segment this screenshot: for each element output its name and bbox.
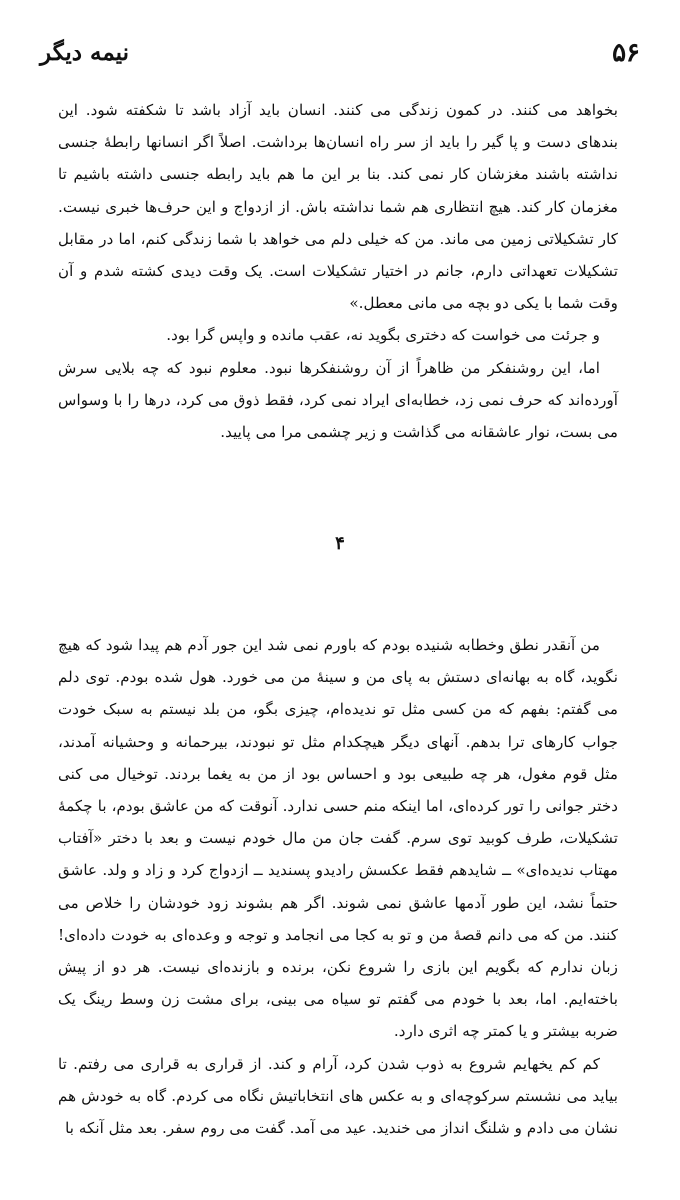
paragraph: و جرئت می خواست که دختری بگوید نه، عقب مانده و واپس گرا بود. xyxy=(166,326,600,345)
paragraph: بخواهد می کنند. در کمون زندگی می کنند. انسان باید آزاد باشد تا شکفته شود. این بندهای دست و پا گیر را باید از سر راه انسان‌ها برداشت. اصلاً اگر انسانها رابطهٔ جنسی نداشته باشند مغزشان کار نمی کند. بنا بر این ما هم باید رابطه جنسی داشته باشیم تا مغزمان کار کند. هیچ انتظاری هم شما نداشته باش. از ازدواج و این حرف‌ها خبری نیست. کار تشکیلاتی زمین می ماند. من که خیلی دلم می خواهد با شما زندگی کنم، اما در مقابل تشکیلات تعهداتی دارم، جانم در اختیار تشکیلات است. یک وقت دیدی کشته شدم و آن وقت شما با یکی دو بچه می مانی معطل.» xyxy=(58,101,618,313)
paragraph: اما، این روشنفکر من ظاهراً از آن روشنفکرها نبود. معلوم نبود که چه بلایی سرش آورده‌اند که حرف نمی زد، خطابه‌ای ایراد نمی کرد، فقط ذوق می کرد، درها را با وسواس می بست، نوار عاشقانه می گذاشت و زیر چشمی مرا می پایید. xyxy=(58,358,618,442)
page-number: ۵۶ xyxy=(612,38,640,68)
section-number: ۴ xyxy=(335,533,345,554)
paragraph: من آنقدر نطق وخطابه شنیده بودم که باورم نمی شد این جور آدم هم پیدا شود که هیچ نگوید، گاه به بهانه‌ای دستش به پای من و سینهٔ من می خورد. هول شده بودم. توی دلم می گفتم: بفهم که من کسی مثل تو ندیده‌ام، چیزی بگو، من بلد نیستم به سبک خودت جواب کارهای ترا بدهم. آنهای دیگر هیچکدام مثل تو نبودند، بیرحمانه و وحشیانه آمدند، مثل قوم مغول، هر چه طبیعی بود و احساس بود از من به یغما بردند. توخیال می کنی دختر جوانی را تور کرده‌ای، اما اینکه منم حسی ندارد. آنوقت که من عاشق بودم، با چکمهٔ تشکیلات، طرف کوبید توی سرم. گفت جان من مال خودم نیست و بعد با دختر «آفتاب مهتاب ندیده‌ای» ــ شایدهم فقط عکسش رادیدو پسندید ــ ازدواج کرد و زاد و ولد. عاشق حتماً نشد، این طور آدمها عاشق نمی شوند. اگر هم بشوند زود خودشان را خلاص می کنند. من که می دانم قصهٔ من و تو به کجا می انجامد و توجه و وعده‌ای به خودت داده‌ای! زبان ندارم که بگویم این بازی را شروع نکن، برنده و بازنده‌ای نیست. هر دو از پیش باخته‌ایم. اما، بعد با خودم می گفتم تو سیاه می بینی، برای مشت زن وسط رینگ یک ضربه بیشتر و یا کمتر چه اثری دارد. xyxy=(58,636,618,1041)
paragraph: کم کم یخهایم شروع به ذوب شدن کرد، آرام و کند. از قراری به قراری می رفتم. تا بیاید می نشستم سرکوچه‌ای و به عکس های انتخاباتیش نگاه می کردم. گاه به خودش هم نشان می دادم و شلنگ انداز می خندید. عید می آمد. گفت می روم سفر. بعد مثل آنکه با xyxy=(58,1054,618,1138)
text-block-bottom xyxy=(58,629,618,1144)
running-title: نیمه دیگر xyxy=(40,39,130,66)
text-block-top xyxy=(58,94,618,448)
